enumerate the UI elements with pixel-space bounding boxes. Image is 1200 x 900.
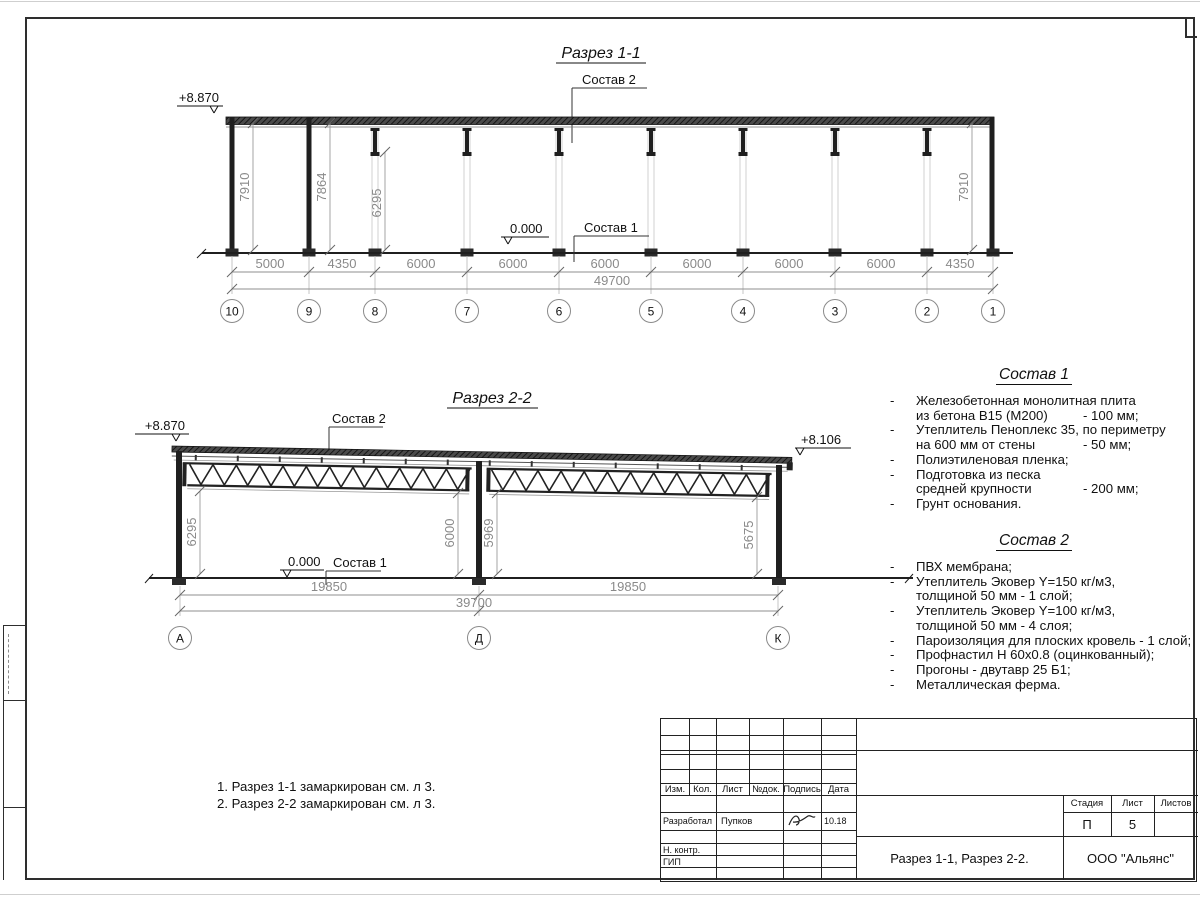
grid-label: 10 xyxy=(225,304,239,319)
list-line: - Утеплитель Пеноплекс 35, по периметру xyxy=(890,422,1166,438)
span-dim: 19850 xyxy=(310,579,348,594)
span-dim: 4350 xyxy=(327,256,357,271)
grid-label: 3 xyxy=(831,304,839,319)
signature xyxy=(787,813,817,828)
total-dim: 39700 xyxy=(455,595,493,610)
span-dim: 6000 xyxy=(866,256,896,271)
list-line: - Подготовка из песка xyxy=(890,466,1041,482)
span-dim: 6000 xyxy=(774,256,804,271)
sostav2-callout xyxy=(572,72,647,143)
list-line: из бетона В15 (М200) - 100 мм; xyxy=(916,407,1139,423)
tb-stage-value: П xyxy=(1082,817,1092,832)
span-dim: 6000 xyxy=(590,256,620,271)
tb-sheet-value: 5 xyxy=(1128,817,1137,832)
list-line: толщиной 50 мм - 1 слой; xyxy=(916,588,1073,604)
grid-label: А xyxy=(175,631,185,646)
total-dim: 49700 xyxy=(593,273,631,288)
list-line: - ПВХ мембрана; xyxy=(890,559,1012,574)
list-line: - Утеплитель Эковер Y=150 кг/м3, xyxy=(890,573,1116,589)
vdim-6295: 6295 xyxy=(369,188,384,218)
tb-company: ООО "Альянс" xyxy=(1087,850,1174,866)
grid-label: К xyxy=(774,631,782,646)
elevation-left-value: +8.870 xyxy=(144,418,185,433)
tb-developed-name: Пупков xyxy=(721,816,753,827)
list-line: - Пароизоляция для плоских кровель - 1 слой; xyxy=(890,632,1192,648)
grid-label: 8 xyxy=(371,304,379,319)
section2-title-text: Разрез 2-2 xyxy=(452,390,532,407)
grid-label: 2 xyxy=(923,304,931,319)
vdim-5969: 5969 xyxy=(481,518,496,548)
sostav1-list xyxy=(875,366,1193,512)
vertical-dimensions xyxy=(184,486,762,579)
sostav1-label: Состав 1 xyxy=(333,555,387,570)
sostav2-label: Состав 2 xyxy=(582,72,636,87)
list-line: - Грунт основания. xyxy=(890,495,1022,511)
tb-col-doc: №док. xyxy=(752,784,780,795)
span-dim: 6000 xyxy=(498,256,528,271)
section1-title-text: Разрез 1-1 xyxy=(561,45,641,62)
list-line: - Металлическая ферма. xyxy=(890,676,1061,692)
section1-title xyxy=(556,45,646,63)
vdim-6000: 6000 xyxy=(442,518,457,548)
vdim-7910-left: 7910 xyxy=(237,172,252,202)
sostav1-label: Состав 1 xyxy=(584,220,638,235)
margin-strip-marks xyxy=(8,634,9,694)
section-2-2-drawing xyxy=(118,385,930,660)
elevation-mark-left xyxy=(135,418,189,441)
list-line: на 600 мм от стены - 50 мм; xyxy=(916,437,1132,453)
span-dim: 6000 xyxy=(406,256,436,271)
tb-col-data: Дата xyxy=(827,784,850,795)
tb-sheet-label: Лист xyxy=(1122,798,1143,809)
elevation-mark-left xyxy=(177,90,223,113)
dimension-row-total xyxy=(227,273,998,294)
margin-strip-line xyxy=(3,625,4,880)
tb-gip-label: ГИП xyxy=(663,857,681,867)
sheet-edge-top xyxy=(0,1,1200,2)
span-dim: 4350 xyxy=(945,256,975,271)
ground-line xyxy=(145,574,913,583)
span-dim: 19850 xyxy=(609,579,647,594)
elevation-mark-right xyxy=(795,432,851,455)
note-line: 2. Разрез 2-2 замаркирован см. л 3. xyxy=(217,795,436,811)
grid-label: 5 xyxy=(647,304,655,319)
zero-level-value: 0.000 xyxy=(510,221,543,236)
tb-col-izm: Изм. xyxy=(664,784,686,795)
grid-bubbles xyxy=(221,300,1005,323)
corner-stamp-box xyxy=(1185,19,1197,38)
sostav2-label: Состав 2 xyxy=(332,411,386,426)
grid-label: 9 xyxy=(305,304,313,319)
sostav2-list-title: Состав 2 xyxy=(875,532,1193,550)
section2-title xyxy=(447,390,538,408)
tb-doc-title: Разрез 1-1, Разрез 2-2. xyxy=(890,850,1029,866)
list-line: средней крупности - 200 мм; xyxy=(916,481,1139,497)
vdim-6295: 6295 xyxy=(184,517,199,547)
zero-level-mark xyxy=(280,554,324,577)
margin-strip-line xyxy=(3,807,25,808)
roof-stub-columns xyxy=(371,128,932,156)
list-line: - Утеплитель Эковер Y=100 кг/м3, xyxy=(890,603,1116,619)
elevation-right-value: +8.106 xyxy=(801,432,842,447)
roof-slab xyxy=(226,117,994,127)
tb-col-kol: Кол. xyxy=(693,784,712,795)
span-dim: 6000 xyxy=(682,256,712,271)
tb-col-podpis: Подпись xyxy=(783,784,821,795)
list-line: толщиной 50 мм - 4 слоя; xyxy=(916,617,1073,633)
roof-and-truss xyxy=(171,446,793,500)
grid-label: 6 xyxy=(555,304,563,319)
footings xyxy=(172,578,786,585)
grid-label: 4 xyxy=(739,304,747,319)
sostav1-list-title: Состав 1 xyxy=(875,366,1193,384)
sheet-edge-bottom xyxy=(0,894,1200,895)
columns xyxy=(176,451,782,578)
margin-strip-line xyxy=(3,700,25,701)
vdim-7864: 7864 xyxy=(314,172,329,202)
elevation-left-value: +8.870 xyxy=(178,90,219,105)
vdim-7910-right: 7910 xyxy=(956,172,971,202)
tb-sheets-label: Листов xyxy=(1160,798,1192,809)
zero-level-mark xyxy=(501,221,549,244)
grid-label: 7 xyxy=(463,304,471,319)
vdim-5675: 5675 xyxy=(741,520,756,550)
list-line: - Железобетонная монолитная плита xyxy=(890,393,1136,408)
drawing-notes xyxy=(217,779,435,812)
grid-label: Д xyxy=(474,631,484,646)
grid-bubbles xyxy=(169,627,790,650)
tb-developed-label: Разработал xyxy=(663,816,712,826)
title-block xyxy=(660,718,1197,882)
tb-ncontr-label: Н. контр. xyxy=(663,845,701,855)
margin-strip-line xyxy=(3,625,25,626)
tb-col-list: Лист xyxy=(722,784,743,795)
list-line: - Полиэтиленовая пленка; xyxy=(890,451,1069,467)
list-line: - Профнастил Н 60х0.8 (оцинкованный); xyxy=(890,647,1155,663)
sostav2-list xyxy=(875,532,1193,692)
zero-level-value: 0.000 xyxy=(288,554,321,569)
tb-developed-date: 10.18 xyxy=(824,816,847,826)
sostav2-callout xyxy=(329,411,386,451)
section-1-1-drawing xyxy=(130,40,1080,330)
span-dim: 5000 xyxy=(255,256,285,271)
note-line: 1. Разрез 1-1 замаркирован см. л 3. xyxy=(217,779,436,794)
tb-stage-label: Стадия xyxy=(1070,798,1104,809)
list-line: - Прогоны - двутавр 25 Б1; xyxy=(890,661,1071,677)
grid-label: 1 xyxy=(989,304,997,319)
